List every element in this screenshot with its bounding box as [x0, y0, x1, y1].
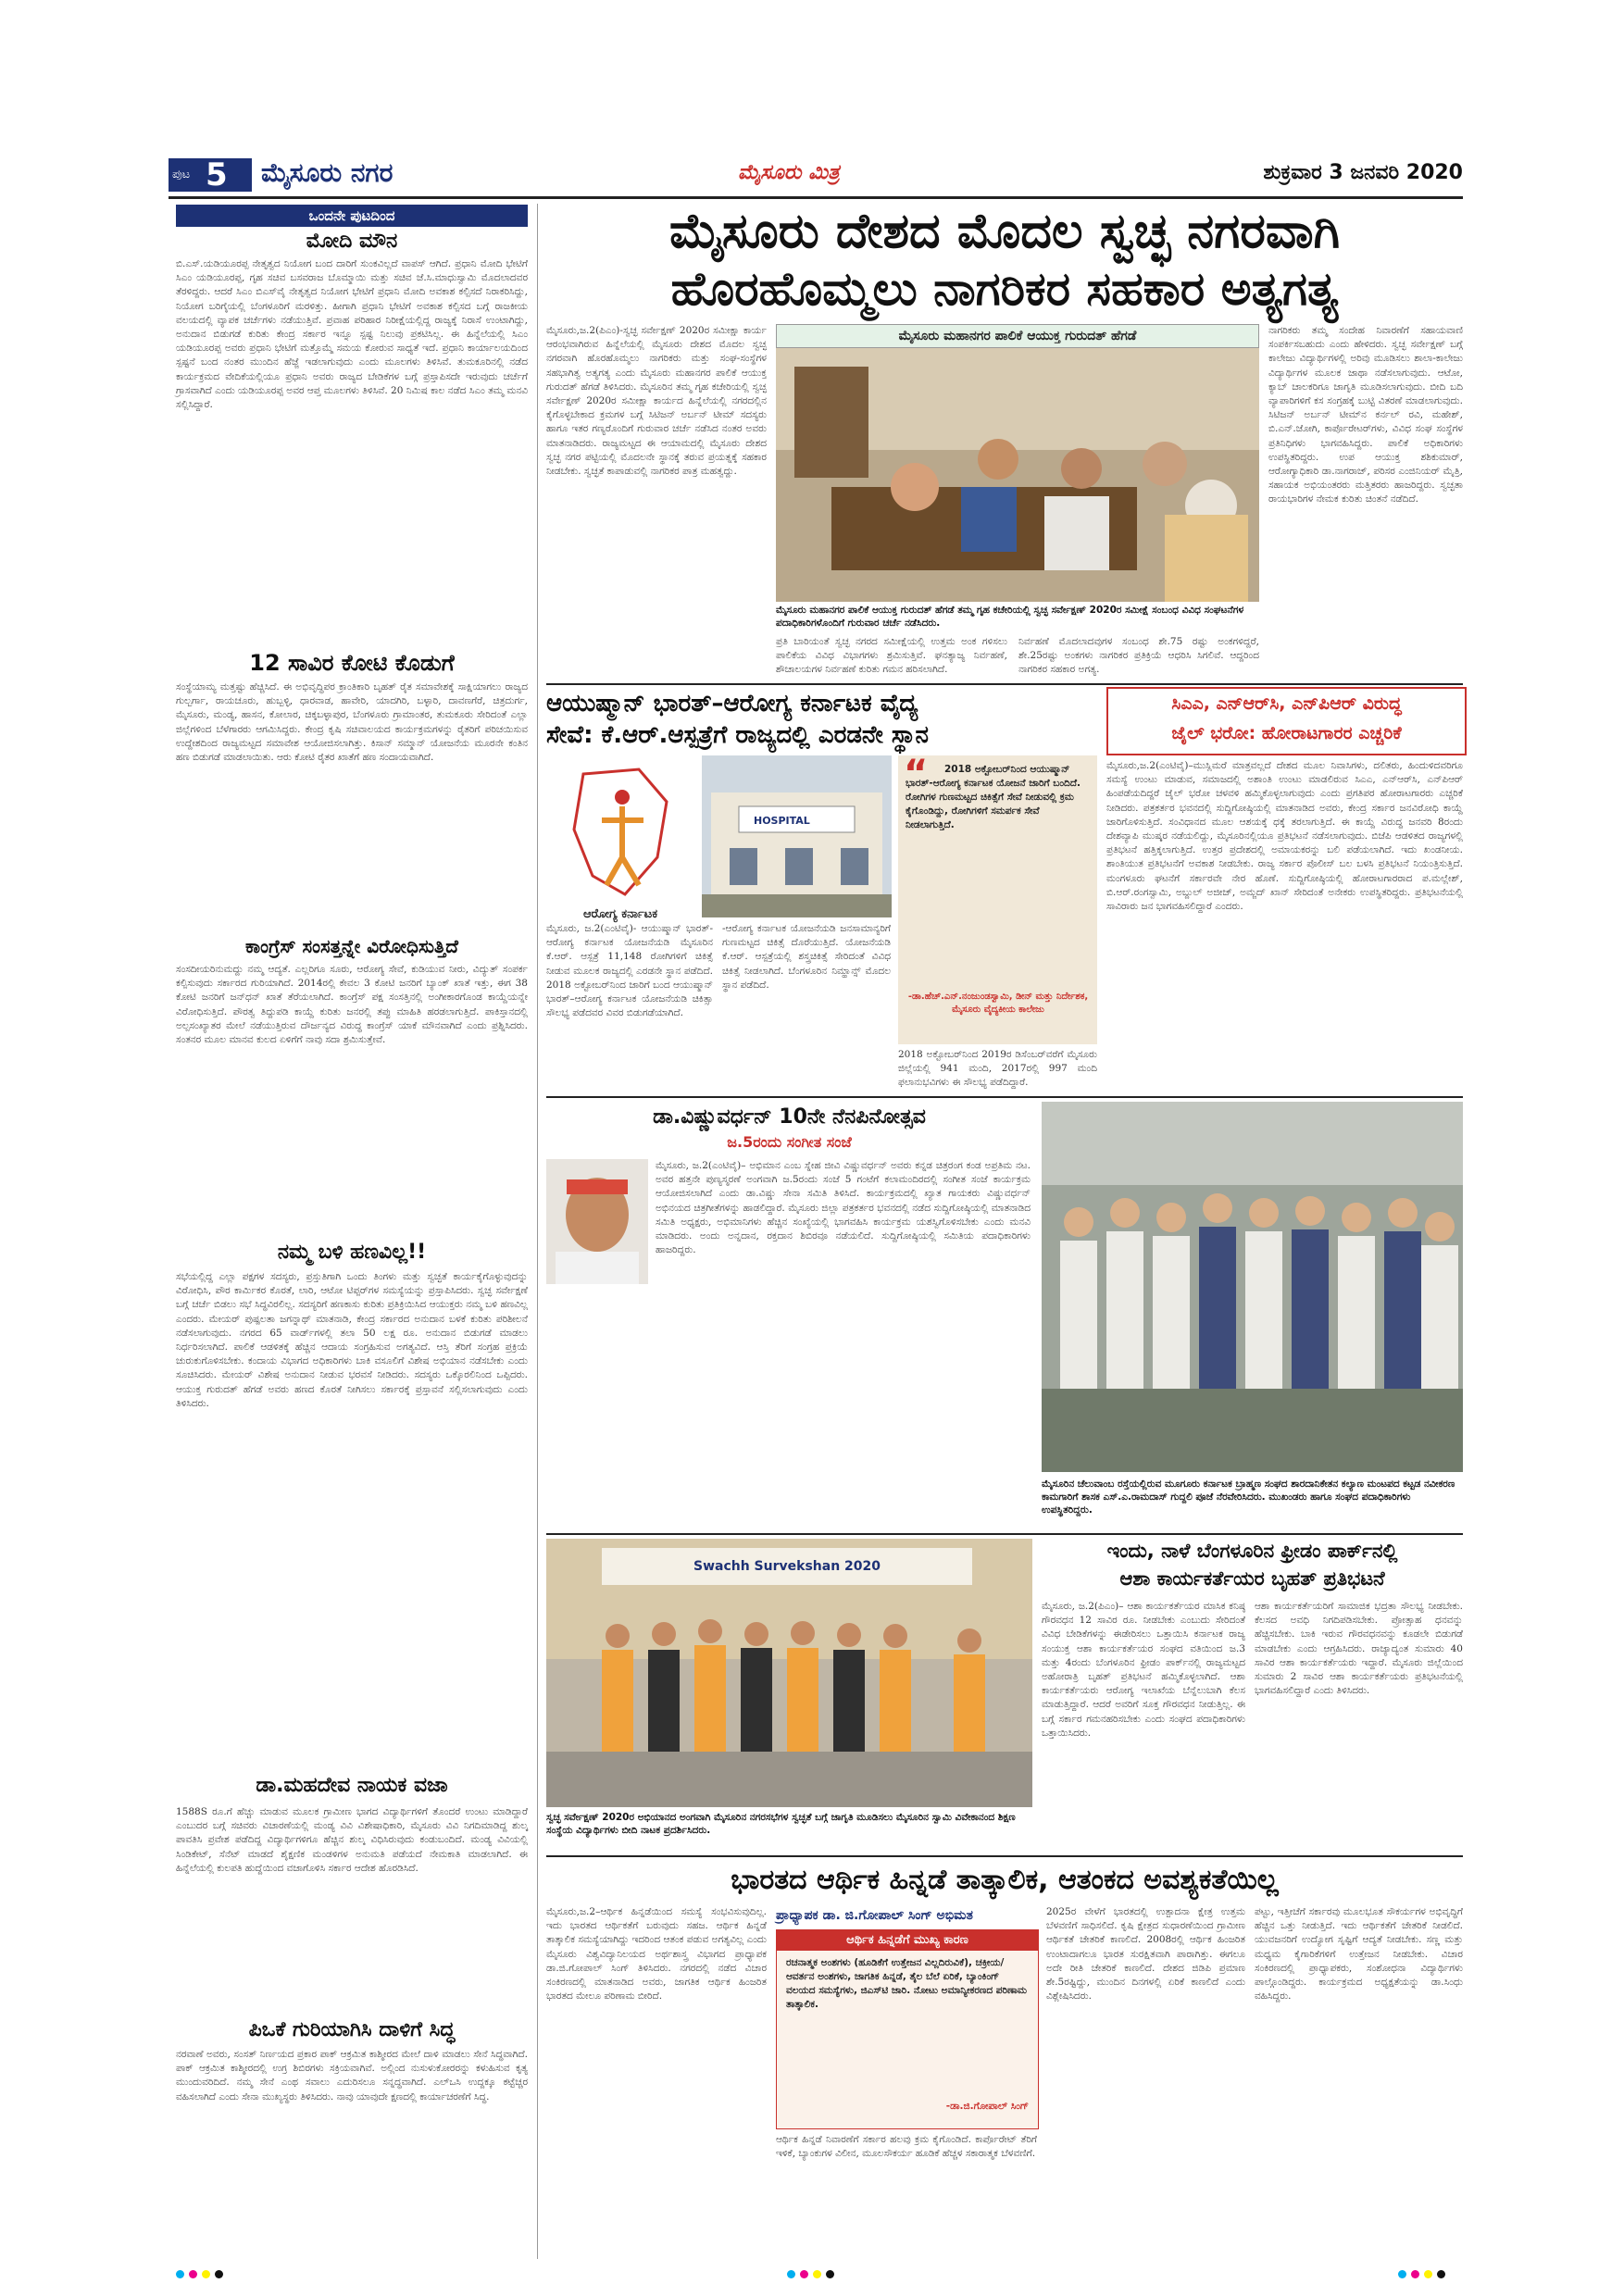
- economy-headline: ಭಾರತದ ಆರ್ಥಿಕ ಹಿನ್ನಡೆ ತಾತ್ಕಾಲಿಕ, ಆತಂಕದ ಅವಶ್ಯಕತೆಯಿಲ್ಲ: [731, 1864, 1279, 1896]
- section-title: ಮೈಸೂರು ನಗರ: [261, 157, 394, 188]
- vishnu-headline: ಡಾ.ವಿಷ್ಣುವರ್ಧನ್ 10ನೇ ನೆನಪಿನೋತ್ಸವ: [653, 1105, 926, 1129]
- economy-body-col-3: 2025ರ ವೇಳೆಗೆ ಭಾರತದಲ್ಲಿ ಉತ್ಪಾದನಾ ಕ್ಷೇತ್ರ ಉತ್ತಮ ಬೆಳವಣಿಗೆ ಸಾಧಿಸಲಿದೆ. ಕೃಷಿ ಕ್ಷೇತ್ರದ ಸುಧಾರಣೆಯಿಂದ ಗ್ರಾಮೀಣ ಆರ್ಥಿಕತೆ ಚೇತರಿಕೆ ಕಾಣಲಿದೆ. 2008ರಲ್ಲಿ ಆರ್ಥಿಕ ಹಿಂಜರಿತ ಉಂಟಾದಾಗಲೂ ಭಾರತ ಸುರಕ್ಷಿತವಾಗಿ ಪಾರಾಗಿತ್ತು. ಈಗಲೂ ಅದೇ ರೀತಿ ಚೇತರಿಕೆ ಕಾಣಲಿದೆ. ದೇಶದ ಜಿಡಿಪಿ ಪ್ರಮಾಣ ಶೇ.5ರಷ್ಟಿದ್ದು, ಮುಂದಿನ ದಿನಗಳಲ್ಲಿ ಏರಿಕೆ ಕಾಣಲಿದೆ ಎಂದು ವಿಶ್ಲೇಷಿಸಿದರು.: [1046, 1906, 1249, 2003]
- asha-headline-2: ಆಶಾ ಕಾರ್ಯಕರ್ತೆಯರ ಬೃಹತ್ ಪ್ರತಿಭಟನೆ: [1119, 1567, 1385, 1590]
- hospital-sign: HOSPITAL: [754, 815, 810, 827]
- page-label: ಪುಟ: [172, 168, 191, 181]
- left-heading-2: 12 ಸಾವಿರ ಕೋಟಿ ಕೊಡುಗೆ: [249, 650, 455, 676]
- photo-box-title-bar: [776, 324, 1259, 348]
- meeting-photo: [776, 348, 1259, 602]
- meeting-photo-art: [776, 348, 1259, 602]
- vishnu-subhead: ಜ.5ರಂದು ಸಂಗೀತ ಸಂಜೆ: [727, 1133, 852, 1151]
- ayushman-quote-text: 2018 ಅಕ್ಟೋಬರ್‌ನಿಂದ ಆಯುಷ್ಮಾನ್ ಭಾರತ್-ಆರೋಗ್ಯ ಕರ್ನಾಟಕ ಯೋಜನೆ ಜಾರಿಗೆ ಬಂದಿದೆ. ರೋಗಿಗಳ ಗುಣಮಟ್ಟದ ಚಿಕಿತ್ಸೆಗೆ ಸೇವೆ ನೀಡುವಲ್ಲಿ ಕ್ರಮ ಕೈಗೊಂಡಿದ್ದು, ರೋಗಿಗಳಿಗೆ ಸಮರ್ಪಕ ಸೇವೆ ನೀಡಲಾಗುತ್ತಿದೆ.: [906, 764, 1081, 830]
- asha-body-2: ಆಶಾ ಕಾರ್ಯಕರ್ತೆಯರಿಗೆ ಸಾಮಾಜಿಕ ಭದ್ರತಾ ಸೌಲಭ್ಯ ನೀಡಬೇಕು. ಕೆಲಸದ ಅವಧಿ ನಿಗದಿಪಡಿಸಬೇಕು. ಪ್ರೋತ್ಸಾಹ ಧನವನ್ನು ಹೆಚ್ಚಿಸಬೇಕು. ಬಾಕಿ ಇರುವ ಗೌರವಧನವನ್ನು ಕೂಡಲೇ ಬಿಡುಗಡೆ ಮಾಡಬೇಕು ಎಂದು ಆಗ್ರಹಿಸಿದರು. ರಾಜ್ಯಾದ್ಯಂತ ಸುಮಾರು 40 ಸಾವಿರ ಆಶಾ ಕಾರ್ಯಕರ್ತೆಯರು ಇದ್ದಾರೆ. ಮೈಸೂರು ಜಿಲ್ಲೆಯಿಂದ ಸುಮಾರು 2 ಸಾವಿರ ಆಶಾ ಕಾರ್ಯಕರ್ತೆಯರು ಪ್ರತಿಭಟನೆಯಲ್ಲಿ ಭಾಗವಹಿಸಲಿದ್ದಾರೆ ಎಂದು ತಿಳಿಸಿದರು.: [1255, 1601, 1467, 1697]
- arogya-logo-label: ಆರೋಗ್ಯ ಕರ್ನಾಟಕ: [582, 907, 658, 921]
- left-heading-4: ನಮ್ಮ ಬಳಿ ಹಣವಿಲ್ಲ!!: [277, 1241, 427, 1264]
- header-rule: [169, 196, 1463, 199]
- ayushman-headline-2: ಸೇವೆ: ಕೆ.ಆರ್.ಆಸ್ಪತ್ರೆಗೆ ರಾಜ್ಯದಲ್ಲಿ ಎರಡನೇ ಸ್ಥಾನ: [546, 721, 929, 749]
- arogya-karnataka-logo: [546, 755, 694, 921]
- meeting-photo-caption: ಮೈಸೂರು ಮಹಾನಗರ ಪಾಲಿಕೆ ಆಯುಕ್ತ ಗುರುದತ್ ಹೆಗಡೆ ತಮ್ಮ ಗೃಹ ಕಚೇರಿಯಲ್ಲಿ ಸ್ವಚ್ಛ ಸರ್ವೇಕ್ಷಣ್ 2020ರ ಸಮೀಕ್ಷೆ ಸಂಬಂಧ ವಿವಿಧ ಸಂಘಟನೆಗಳ ಪದಾಧಿಕಾರಿಗಳೊಂದಿಗೆ ಗುರುವಾರ ಚರ್ಚೆ ನಡೆಸಿದರು.: [776, 605, 1244, 629]
- street-play-banner: Swachh Survekshan 2020: [693, 1559, 881, 1574]
- main-headline-line-1: ಮೈಸೂರು ದೇಶದ ಮೊದಲ ಸ್ವಚ್ಛ ನಗರವಾಗಿ: [668, 204, 1341, 259]
- registration-marks-right: [1398, 2265, 1450, 2282]
- ayushman-headline-1: ಆಯುಷ್ಮಾನ್ ಭಾರತ್–ಆರೋಗ್ಯ ಕರ್ನಾಟಕ ವೈದ್ಯ: [546, 690, 918, 718]
- masthead-logo: ಮೈಸೂರು ಮಿತ್ರ: [738, 161, 840, 184]
- hospital-photo-art: [702, 755, 892, 917]
- registration-marks-center: [787, 2265, 839, 2282]
- left-body-3: ಸಂಸದೀಯರಿನುಮದ್ದು ನಮ್ಮ ಆದ್ಯತೆ. ಎಲ್ಲರಿಗೂ ಸೂರು, ಆರೋಗ್ಯ ಸೇವೆ, ಕುಡಿಯುವ ನೀರು, ವಿದ್ಯುತ್ ಸಂಪರ್ಕ ಕಲ್ಪಿಸುವುದು ಸರ್ಕಾರದ ಗುರಿಯಾಗಿದೆ. 2014ರಲ್ಲಿ ಕೇವಲ 3 ಕೋಟಿ ಜನರಿಗೆ ಬ್ಯಾಂಕ್ ಖಾತೆ ಇತ್ತು, ಈಗ 38 ಕೋಟಿ ಜನರಿಗೆ ಜನ್‌ಧನ್ ಖಾತೆ ತೆರೆಯಲಾಗಿದೆ. ಕಾಂಗ್ರೆಸ್ ಪಕ್ಷ ಸಂಸತ್ತಿನಲ್ಲಿ ಅಂಗೀಕಾರಗೊಂಡ ಕಾಯ್ದೆಯನ್ನೇ ವಿರೋಧಿಸುತ್ತಿದೆ. ಪೌರತ್ವ ತಿದ್ದುಪಡಿ ಕಾಯ್ದೆ ಕುರಿತು ಜನರಲ್ಲಿ ತಪ್ಪು ಮಾಹಿತಿ ಹರಡಲಾಗುತ್ತಿದೆ. ಪಾಕಿಸ್ತಾನದಲ್ಲಿ ಅಲ್ಪಸಂಖ್ಯಾತರ ಮೇಲೆ ನಡೆಯುತ್ತಿರುವ ದೌರ್ಜನ್ಯದ ವಿರುದ್ಧ ಕಾಂಗ್ರೆಸ್ ಯಾಕೆ ಮೌನವಾಗಿದೆ ಎಂದು ಪ್ರಶ್ನಿಸಿದರು. ಸಂತನರ ಮೂಲ ಮಾನವ ಕುಲದ ಏಳಿಗೆಗೆ ನಾವು ಸದಾ ಶ್ರಮಿಸುತ್ತೇವೆ.: [176, 964, 531, 1046]
- economy-reason-body: ರಚನಾತ್ಮಕ ಅಂಶಗಳು (ಹೂಡಿಕೆಗೆ ಉತ್ತೇಜನ ವಿಲ್ಲದಿರುವಿಕೆ), ಚಕ್ರೀಯ/ಆವರ್ತನ ಅಂಶಗಳು, ಜಾಗತಿಕ ಹಿನ್ನಡೆ, ತೈಲ ಬೆಲೆ ಏರಿಕೆ, ಬ್ಯಾಂಕಿಂಗ್ ವಲಯದ ಸಮಸ್ಯೆಗಳು, ಜಿಎಸ್‌ಟಿ ಜಾರಿ. ನೋಟು ಅಮಾನ್ಯೀಕರಣದ ಪರಿಣಾಮ ತಾತ್ಕಾಲಿಕ.: [786, 1957, 1027, 2010]
- vishnu-body: ಮೈಸೂರು, ಜ.2(ಎಂಟಿವೈ)– ಅಭಿಮಾನ ಎಂಬ ಸ್ನೇಹ ಜೀವಿ ವಿಷ್ಣುವರ್ಧನ್ ಅವರು ಕನ್ನಡ ಚಿತ್ರರಂಗ ಕಂಡ ಅಪ್ರತಿಮ ನಟ. ಅವರ ಹತ್ತನೇ ಪುಣ್ಯಸ್ಮರಣೆ ಅಂಗವಾಗಿ ಜ.5ರಂದು ಸಂಜೆ 5 ಗಂಟೆಗೆ ಕಲಾಮಂದಿರದಲ್ಲಿ ಸಂಗೀತ ಸಂಜೆ ಕಾರ್ಯಕ್ರಮ ಆಯೋಜಿಸಲಾಗಿದೆ ಎಂದು ಡಾ.ವಿಷ್ಣು ಸೇನಾ ಸಮಿತಿ ತಿಳಿಸಿದೆ. ಕಾರ್ಯಕ್ರಮದಲ್ಲಿ ಖ್ಯಾತ ಗಾಯಕರು ವಿಷ್ಣುವರ್ಧನ್ ಅಭಿನಯದ ಚಿತ್ರಗೀತೆಗಳನ್ನು ಹಾಡಲಿದ್ದಾರೆ. ಮೈಸೂರು ಜಿಲ್ಲಾ ಪತ್ರಕರ್ತರ ಭವನದಲ್ಲಿ ನಡೆದ ಸುದ್ದಿಗೋಷ್ಠಿಯಲ್ಲಿ ಮಾತನಾಡಿದ ಸಮಿತಿ ಅಧ್ಯಕ್ಷರು, ಅಭಿಮಾನಿಗಳು ಹೆಚ್ಚಿನ ಸಂಖ್ಯೆಯಲ್ಲಿ ಭಾಗವಹಿಸಿ ಕಾರ್ಯಕ್ರಮ ಯಶಸ್ವಿಗೊಳಿಸಬೇಕು ಎಂದು ಮನವಿ ಮಾಡಿದರು. ಅಂದು ಅನ್ನದಾನ, ರಕ್ತದಾನ ಶಿಬಿರವೂ ನಡೆಯಲಿದೆ. ಸುದ್ದಿಗೋಷ್ಠಿಯಲ್ಲಿ ಸಮಿತಿಯ ಪದಾಧಿಕಾರಿಗಳು ಹಾಜರಿದ್ದರು.: [656, 1160, 1034, 1256]
- registration-marks-left: [176, 2265, 228, 2282]
- caa-body: ಮೈಸೂರು,ಜ.2(ಎಂಟಿವೈ)–ಮುಸ್ಲಿಮರೆ ಮಾತ್ರವಲ್ಲದೆ ದೇಶದ ಮೂಲ ನಿವಾಸಿಗಳು, ದಲಿತರು, ಹಿಂದುಳಿದವರಿಗೂ ಸಮಸ್ಯೆ ಉಂಟು ಮಾಡುವ, ಸಮಾಜದಲ್ಲಿ ಅಶಾಂತಿ ಉಂಟು ಮಾಡಲಿರುವ ಸಿಎಎ, ಎನ್‌ಆರ್‌ಸಿ, ಎನ್‌ಪಿಆರ್ ಹಿಂಪಡೆಯದಿದ್ದರೆ ಜೈಲ್ ಭರೋ ಚಳವಳಿ ಹಮ್ಮಿಕೊಳ್ಳಲಾಗುವುದು ಎಂದು ಪ್ರಗತಿಪರ ಹೋರಾಟಗಾರರು ಎಚ್ಚರಿಕೆ ನೀಡಿದರು. ಪತ್ರಕರ್ತರ ಭವನದಲ್ಲಿ ಸುದ್ದಿಗೋಷ್ಠಿಯಲ್ಲಿ ಮಾತನಾಡಿದ ಅವರು, ಕೇಂದ್ರ ಸರ್ಕಾರ ಜನವಿರೋಧಿ ಕಾಯ್ದೆ ಜಾರಿಗೊಳಿಸುತ್ತಿದೆ. ಸಂವಿಧಾನದ ಮೂಲ ಆಶಯಕ್ಕೆ ಧಕ್ಕೆ ತರಲಾಗುತ್ತಿದೆ. ಈ ಕಾಯ್ದೆ ವಿರುದ್ಧ ಜನವರಿ 8ರಂದು ದೇಶವ್ಯಾಪಿ ಮುಷ್ಕರ ನಡೆಯಲಿದ್ದು, ಮೈಸೂರಿನಲ್ಲಿಯೂ ಪ್ರತಿಭಟನೆ ನಡೆಸಲಾಗುವುದು. ಬಿಜೆಪಿ ಆಡಳಿತದ ರಾಜ್ಯಗಳಲ್ಲಿ ಪ್ರತಿಭಟನೆ ಹತ್ತಿಕ್ಕಲಾಗುತ್ತಿದೆ. ಉತ್ತರ ಪ್ರದೇಶದಲ್ಲಿ ಅಮಾಯಕರನ್ನು ಬಲಿ ಪಡೆಯಲಾಗಿದೆ. ಇದು ಖಂಡನೀಯ. ಶಾಂತಿಯುತ ಪ್ರತಿಭಟನೆಗೆ ಅವಕಾಶ ನೀಡಬೇಕು. ರಾಜ್ಯ ಸರ್ಕಾರ ಪೊಲೀಸ್ ಬಲ ಬಳಸಿ ಪ್ರತಿಭಟನೆ ನಿಯಂತ್ರಿಸುತ್ತಿದೆ. ಮಂಗಳೂರು ಘಟನೆಗೆ ಸರ್ಕಾರವೇ ನೇರ ಹೊಣೆ. ಸುದ್ದಿಗೋಷ್ಠಿಯಲ್ಲಿ ಹೋರಾಟಗಾರರಾದ ಪ.ಮಲ್ಲೇಶ್, ಬಿ.ಆರ್.ರಂಗಸ್ವಾಮಿ, ಅಬ್ದುಲ್ ಅಜೀಜ್, ಅಮ್ಜದ್ ಖಾನ್ ಸೇರಿದಂತೆ ಅನೇಕರು ಉಪಸ್ಥಿತರಿದ್ದರು. ಪ್ರತಿಭಟನೆಯಲ್ಲಿ ಸಾವಿರಾರು ಜನ ಭಾಗವಹಿಸಲಿದ್ದಾರೆ ಎಂದರು.: [1106, 760, 1467, 913]
- ayushman-body-2: -ಆರೋಗ್ಯ ಕರ್ನಾಟಕ ಯೋಜನೆಯಡಿ ಜನಸಾಮಾನ್ಯರಿಗೆ ಗುಣಮಟ್ಟದ ಚಿಕಿತ್ಸೆ ದೊರೆಯುತ್ತಿದೆ. ಯೋಜನೆಯಡಿ ಕೆ.ಆರ್. ಆಸ್ಪತ್ರೆಯಲ್ಲಿ ಶಸ್ತ್ರಚಿಕಿತ್ಸೆ ಸೇರಿದಂತೆ ವಿವಿಧ ಚಿಕಿತ್ಸೆ ನೀಡಲಾಗಿದೆ. ಬೆಂಗಳೂರಿನ ನಿಮ್ಹಾನ್ಸ್ ಮೊದಲ ಸ್ಥಾನ ಪಡೆದಿದೆ.: [722, 923, 894, 991]
- economy-reason-attribution: -ಡಾ.ಜಿ.ಗೋಪಾಲ್ ಸಿಂಗ್: [945, 2101, 1029, 2112]
- asha-headline-1: ಇಂದು, ನಾಳೆ ಬೆಂಗಳೂರಿನ ಫ್ರೀಡಂ ಪಾರ್ಕ್‌ನಲ್ಲಿ: [1106, 1540, 1398, 1562]
- column-divider-left: [537, 204, 538, 2259]
- caa-headline-1: ಸಿಎಎ, ಎನ್‌ಆರ್‌ಸಿ, ಎನ್‌ಪಿಆರ್ ವಿರುದ್ಧ: [1171, 693, 1402, 714]
- economy-body-col-4: ಪಟ್ಟು, ಇತ್ತೀಚೆಗೆ ಸರ್ಕಾರವು ಮೂಲಭೂತ ಸೌಕರ್ಯಗಳ ಅಭಿವೃದ್ಧಿಗೆ ಹೆಚ್ಚಿನ ಒತ್ತು ನೀಡುತ್ತಿದೆ. ಇದು ಆರ್ಥಿಕತೆಗೆ ಚೇತರಿಕೆ ನೀಡಲಿದೆ. ಯುವಜನರಿಗೆ ಉದ್ಯೋಗ ಸೃಷ್ಟಿಗೆ ಆದ್ಯತೆ ನೀಡಬೇಕು. ಸಣ್ಣ ಮತ್ತು ಮಧ್ಯಮ ಕೈಗಾರಿಕೆಗಳಿಗೆ ಉತ್ತೇಜನ ನೀಡಬೇಕು. ವಿಚಾರ ಸಂಕಿರಣದಲ್ಲಿ ಪ್ರಾಧ್ಯಾಪಕರು, ಸಂಶೋಧನಾ ವಿದ್ಯಾರ್ಥಿಗಳು ಪಾಲ್ಗೊಂಡಿದ್ದರು. ಕಾರ್ಯಕ್ರಮದ ಅಧ್ಯಕ್ಷತೆಯನ್ನು ಡಾ.ಸಿಂಧು ವಹಿಸಿದ್ದರು.: [1255, 1906, 1467, 2003]
- economy-subhead: ಪ್ರಾಧ್ಯಾಪಕ ಡಾ. ಜಿ.ಗೋಪಾಲ್ ಸಿಂಗ್ ಅಭಿಮತ: [776, 1908, 973, 1923]
- caa-headline-2: ಜೈಲ್ ಭರೋ: ಹೋರಾಟಗಾರರ ಎಚ್ಚರಿಕೆ: [1171, 723, 1402, 743]
- main-body-mid-a: ಪ್ರತಿ ಬಾರಿಯಂತೆ ಸ್ವಚ್ಛ ನಗರದ ಸಮೀಕ್ಷೆಯಲ್ಲಿ ಉತ್ತಮ ಅಂಕ ಗಳಿಸಲು ಪಾಲಿಕೆಯ ವಿವಿಧ ವಿಭಾಗಗಳು ಶ್ರಮಿಸುತ್ತಿವೆ. ಘನತ್ಯಾಜ್ಯ ನಿರ್ವಹಣೆ, ಶೌಚಾಲಯಗಳ ನಿರ್ವಹಣೆ ಕುರಿತು ಗಮನ ಹರಿಸಲಾಗಿದೆ.: [776, 636, 1011, 676]
- continued-banner: [176, 205, 528, 227]
- mid-rule-2: [546, 1533, 1463, 1535]
- left-body-4: ಸಭೆಯಲ್ಲಿದ್ದ ಎಲ್ಲಾ ಪಕ್ಷಗಳ ಸದಸ್ಯರು, ಪ್ರಸ್ತುತಿಗಾಗಿ ಒಂದು ತಿಂಗಳು ಮತ್ತು ಸ್ವಚ್ಛತೆ ಕಾರ್ಯಕೈಗೊಳ್ಳುವುದನ್ನು ವಿರೋಧಿಸಿ, ಪೌರ ಕಾರ್ಮಿಕರ ಕೊರತೆ, ಲಾರಿ, ಆಟೋ ಟಿಪ್ಪರ್‌ಗಳ ಸಮಸ್ಯೆಯನ್ನು ಪ್ರಸ್ತಾಪಿಸಿದರು. ಸ್ವಚ್ಛ ಸರ್ವೇಕ್ಷಣೆ ಬಗ್ಗೆ ಚರ್ಚೆ ಬಿಡಲು ಸಭೆ ಸಿದ್ಧವಿರಲಿಲ್ಲ. ಸದಸ್ಯರಿಗೆ ಹಣಕಾಸು ಕುರಿತು ಪ್ರತಿಕ್ರಿಯಿಸಿದ ಆಯುಕ್ತರು ನಮ್ಮ ಬಳಿ ಹಣವಿಲ್ಲ ಎಂದರು. ಮೇಯರ್ ಪುಷ್ಪಲತಾ ಜಗನ್ನಾಥ್ ಮಾತನಾಡಿ, ಕೇಂದ್ರ ಸರ್ಕಾರದ ಅನುದಾನ ಬಳಕೆ ಕುರಿತು ಪರಿಶೀಲನೆ ನಡೆಸಲಾಗುವುದು. ನಗರದ 65 ವಾರ್ಡ್‌ಗಳಲ್ಲಿ ತಲಾ 50 ಲಕ್ಷ ರೂ. ಅನುದಾನ ಬಿಡುಗಡೆ ಮಾಡಲು ನಿರ್ಧರಿಸಲಾಗಿದೆ. ಪಾಲಿಕೆ ಆಡಳಿತಕ್ಕೆ ಹೆಚ್ಚಿನ ಆದಾಯ ಸಂಗ್ರಹಿಸುವ ಅಗತ್ಯವಿದೆ. ಆಸ್ತಿ ತೆರಿಗೆ ಸಂಗ್ರಹ ಪ್ರಕ್ರಿಯೆ ಚುರುಕುಗೊಳಿಸಬೇಕು. ಕಂದಾಯ ವಿಭಾಗದ ಅಧಿಕಾರಿಗಳು ಬಾಕಿ ವಸೂಲಿಗೆ ವಿಶೇಷ ಅಭಿಯಾನ ನಡೆಸಬೇಕು ಎಂದು ಸೂಚಿಸಿದರು. ಮೇಯರ್ ವಿಶೇಷ ಅನುದಾನ ನೀಡುವ ಭರವಸೆ ನೀಡಿದರು. ಸದಸ್ಯರು ಒಕ್ಕೊರಲಿನಿಂದ ಒಪ್ಪಿದರು. ಆಯುಕ್ತ ಗುರುದತ್ ಹೆಗಡೆ ಅವರು ಹಣದ ಕೊರತೆ ನೀಗಿಸಲು ಸರ್ಕಾರಕ್ಕೆ ಪ್ರಸ್ತಾವನೆ ಸಲ್ಲಿಸಲಾಗುವುದು ಎಂದು ತಿಳಿಸಿದರು.: [176, 1271, 531, 1409]
- economy-body-col-2b: ಆರ್ಥಿಕ ಹಿನ್ನಡೆ ನಿವಾರಣೆಗೆ ಸರ್ಕಾರ ಹಲವು ಕ್ರಮ ಕೈಗೊಂಡಿದೆ. ಕಾರ್ಪೊರೇಟ್ ತೆರಿಗೆ ಇಳಿಕೆ, ಬ್ಯಾಂಕುಗಳ ವಿಲೀನ, ಮೂಲಸೌಕರ್ಯ ಹೂಡಿಕೆ ಹೆಚ್ಚಳ ಸಕಾರಾತ್ಮಕ ಬೆಳವಣಿಗೆ.: [776, 2134, 1041, 2160]
- left-heading-6: ಪಿಒಕೆ ಗುರಿಯಾಗಿಸಿ ದಾಳಿಗೆ ಸಿದ್ಧ: [248, 2018, 456, 2041]
- main-body-mid-b: ನಿರ್ವಹಣೆ ಮೊದಲಾದವುಗಳ ಸಂಬಂಧ ಶೇ.75 ರಷ್ಟು ಅಂಕಗಳಿದ್ದರೆ, ಶೇ.25ರಷ್ಟು ಅಂಕಗಳು ನಾಗರಿಕರ ಪ್ರತಿಕ್ರಿಯೆ ಆಧರಿಸಿ ಸಿಗಲಿವೆ. ಆದ್ದರಿಂದ ನಾಗರಿಕರ ಸಹಕಾರ ಅಗತ್ಯ.: [1018, 636, 1263, 676]
- caa-headline-box: [1106, 687, 1467, 755]
- left-body-6: ನರವಾಣೆ ಅವರು, ಸಂಸತ್ ನಿರ್ಣಯದ ಪ್ರಕಾರ ಪಾಕ್ ಆಕ್ರಮಿತ ಕಾಶ್ಮೀರದ ಮೇಲೆ ದಾಳಿ ಮಾಡಲು ಸೇನೆ ಸಿದ್ಧವಾಗಿದೆ. ಪಾಕ್ ಆಕ್ರಮಿತ ಕಾಶ್ಮೀರದಲ್ಲಿ ಉಗ್ರ ಶಿಬಿರಗಳು ಸಕ್ರಿಯವಾಗಿವೆ. ಅಲ್ಲಿಂದ ನುಸುಳುಕೋರರನ್ನು ಕಳುಹಿಸುವ ಕೃತ್ಯ ಮುಂದುವರಿದಿದೆ. ನಮ್ಮ ಸೇನೆ ಎಂಥ ಸವಾಲು ಎದುರಿಸಲೂ ಸನ್ನದ್ಧವಾಗಿದೆ. ಎಲ್‌ಒಸಿ ಉದ್ದಕ್ಕೂ ಕಟ್ಟೆಚ್ಚರ ವಹಿಸಲಾಗಿದೆ ಎಂದು ಸೇನಾ ಮುಖ್ಯಸ್ಥರು ತಿಳಿಸಿದರು. ನಾವು ಯಾವುದೇ ಕ್ಷಣದಲ್ಲಿ ಕಾರ್ಯಾಚರಣೆಗೆ ಸಿದ್ಧ.: [176, 2049, 531, 2103]
- street-play-photo: [546, 1539, 1032, 1807]
- group-photo-art: [1042, 1102, 1463, 1472]
- economy-reason-title: ಆರ್ಥಿಕ ಹಿನ್ನಡೆಗೆ ಮುಖ್ಯ ಕಾರಣ: [777, 1930, 1038, 1951]
- issue-date: ಶುಕ್ರವಾರ 3 ಜನವರಿ 2020: [1263, 161, 1463, 184]
- ayushman-quote-box: [898, 755, 1097, 1044]
- ayushman-body-1: ಮೈಸೂರು, ಜ.2(ಎಂಟಿವೈ)- ಆಯುಷ್ಮಾನ್ ಭಾರತ್-ಆರೋಗ್ಯ ಕರ್ನಾಟಕ ಯೋಜನೆಯಡಿ ಮೈಸೂರಿನ ಕೆ.ಆರ್. ಆಸ್ಪತ್ರೆ 11,148 ರೋಗಿಗಳಿಗೆ ಚಿಕಿತ್ಸೆ ನೀಡುವ ಮೂಲಕ ರಾಜ್ಯದಲ್ಲಿ ಎರಡನೇ ಸ್ಥಾನ ಪಡೆದಿದೆ. 2018 ಅಕ್ಟೋಬರ್‌ನಿಂದ ಜಾರಿಗೆ ಬಂದ ಆಯುಷ್ಮಾನ್ ಭಾರತ್–ಆರೋಗ್ಯ ಕರ್ನಾಟಕ ಯೋಜನೆಯಡಿ ಚಿಕಿತ್ಸಾ ಸೌಲಭ್ಯ ಪಡೆದವರ ವಿವರ ಬಿಡುಗಡೆಯಾಗಿದೆ.: [546, 923, 717, 1019]
- vishnu-portrait-art: [546, 1159, 648, 1284]
- main-article-rule: [546, 683, 1463, 685]
- mid-rule-3: [546, 1855, 1463, 1857]
- page-number: 5: [206, 156, 228, 193]
- street-play-caption: ಸ್ವಚ್ಛ ಸರ್ವೇಕ್ಷಣ್ 2020ರ ಅಭಿಯಾನದ ಅಂಗವಾಗಿ ಮೈಸೂರಿನ ನಗರಸಭೆಗಳ ಸ್ವಚ್ಛತೆ ಬಗ್ಗೆ ಜಾಗೃತಿ ಮೂಡಿಸಲು ಮೈಸೂರಿನ ಸ್ವಾಮಿ ವಿವೇಕಾನಂದ ಶಿಕ್ಷಣ ಸಂಸ್ಥೆಯ ವಿದ್ಯಾರ್ಥಿಗಳು ಬೀದಿ ನಾಟಕ ಪ್ರದರ್ಶಿಸಿದರು.: [546, 1812, 1016, 1836]
- header-bar: [169, 156, 1463, 194]
- group-photo-caption: ಮೈಸೂರಿನ ಚೆಲುವಾಂಬ ರಸ್ತೆಯಲ್ಲಿರುವ ಮೂಗೂರು ಕರ್ನಾಟಕ ಬ್ರಾಹ್ಮಣ ಸಂಘದ ಶಾರದಾನಿಕೇತನ ಕಲ್ಯಾಣ ಮಂಟಪದ ಕಟ್ಟಡ ನವೀಕರಣ ಕಾಮಗಾರಿಗೆ ಶಾಸಕ ಎಸ್.ಎ.ರಾಮದಾಸ್ ಗುದ್ದಲಿ ಪೂಜೆ ನೆರವೇರಿಸಿದರು. ಮುಖಂಡರು ಹಾಗೂ ಸಂಘದ ಪದಾಧಿಕಾರಿಗಳು ಉಪಸ್ಥಿತರಿದ್ದರು.: [1042, 1479, 1455, 1516]
- left-body-2: ಸಂಸ್ಥೆಯಾಮ್ಯ ಮತ್ತಷ್ಟು ಹೆಚ್ಚಿಸಿದೆ. ಈ ಅಭಿವೃದ್ಧಿಪರ ಕ್ರಾಂತಿಕಾರಿ ಬೃಹತ್ ರೈತ ಸಮಾವೇಶಕ್ಕೆ ಸಾಕ್ಷಿಯಾಗಲು ರಾಜ್ಯದ ಗುಲ್ಬರ್ಗಾ, ರಾಯಚೂರು, ಹುಬ್ಬಳ್ಳಿ, ಧಾರವಾಡ, ಹಾವೇರಿ, ಯಾದಗಿರಿ, ಬಳ್ಳಾರಿ, ದಾವಣಗೆರೆ, ಚಿತ್ರದುರ್ಗ, ಮೈಸೂರು, ಮಂಡ್ಯ, ಹಾಸನ, ಕೋಲಾರ, ಚಿಕ್ಕಬಳ್ಳಾಪುರ, ಬೆಂಗಳೂರು ಗ್ರಾಮಾಂತರ, ತುಮಕೂರು ಸೇರಿದಂತೆ ಎಲ್ಲಾ ಜಿಲ್ಲೆಗಳಿಂದ ಬೆಳೆಗಾರರು ಆಗಮಿಸಿದ್ದರು. ಕೇಂದ್ರ ಕೃಷಿ ಸಚಿವಾಲಯದ ಕಾರ್ಯಕ್ರಮಗಳನ್ನು ರೈತರಿಗೆ ಪರಿಚಯಿಸುವ ಉದ್ದೇಶದಿಂದ ರಾಜ್ಯಮಟ್ಟದ ಸಮಾವೇಶ ಆಯೋಜಿಸಲಾಗಿತ್ತು. ಕಿಸಾನ್ ಸಮ್ಮಾನ್ ಯೋಜನೆಯ ಮೂರನೇ ಕಂತಿನ ಹಣ ಬಿಡುಗಡೆ ಮಾಡಲಾಯಿತು. ಆರು ಕೋಟಿ ರೈತರ ಖಾತೆಗೆ ಹಣ ಸಂದಾಯವಾಗಿದೆ.: [176, 681, 531, 764]
- main-body-col-4: ನಾಗರಿಕರು ತಮ್ಮ ಸಂದೇಹ ನಿವಾರಣೆಗೆ ಸಹಾಯವಾಣಿ ಸಂಪರ್ಕಿಸಬಹುದು ಎಂದು ಹೇಳಿದರು. ಸ್ವಚ್ಛ ಸರ್ವೇಕ್ಷಣ್ ಬಗ್ಗೆ ಕಾಲೇಜು ವಿದ್ಯಾರ್ಥಿಗಳಲ್ಲಿ ಅರಿವು ಮೂಡಿಸಲು ಶಾಲಾ-ಕಾಲೇಜು ವಿದ್ಯಾರ್ಥಿಗಳ ಮೂಲಕ ಜಾಥಾ ನಡೆಸಲಾಗುವುದು. ಆಟೋ, ಕ್ಯಾಬ್ ಚಾಲಕರಿಗೂ ಜಾಗೃತಿ ಮೂಡಿಸಲಾಗುವುದು. ಬೀದಿ ಬದಿ ವ್ಯಾಪಾರಿಗಳಿಗೆ ಕಸ ಸಂಗ್ರಹಕ್ಕೆ ಬುಟ್ಟಿ ವಿತರಣೆ ಮಾಡಲಾಗುವುದು. ಸಿಟಿಜನ್ ಅರ್ಬನ್ ಟೀಮ್‌ನ ಕರ್ನಲ್ ರವಿ, ಮಹೇಶ್, ಬಿ.ಎನ್.ಜೋಗಿ, ಕಾರ್ಪೊರೇಟರ್‌ಗಳು, ವಿವಿಧ ಸಂಘ ಸಂಸ್ಥೆಗಳ ಪ್ರತಿನಿಧಿಗಳು ಭಾಗವಹಿಸಿದ್ದರು. ಪಾಲಿಕೆ ಅಧಿಕಾರಿಗಳು ಉಪಸ್ಥಿತರಿದ್ದರು. ಉಪ ಆಯುಕ್ತ ಶಶಿಕುಮಾರ್, ಆರೋಗ್ಯಾಧಿಕಾರಿ ಡಾ.ನಾಗರಾಜ್, ಪರಿಸರ ಎಂಜಿನಿಯರ್ ಮೈತ್ರಿ, ಸಹಾಯಕ ಅಭಿಯಂತರರು ಮತ್ತಿತರರು ಹಾಜರಿದ್ದರು. ಸ್ವಚ್ಛತಾ ರಾಯಭಾರಿಗಳ ನೇಮಕ ಕುರಿತು ಚಿಂತನೆ ನಡೆದಿದೆ.: [1268, 325, 1467, 505]
- left-heading-1: ಮೋದಿ ಮೌನ: [306, 230, 398, 253]
- left-body-5: 1588S ರೂ.ಗೆ ಹೆಚ್ಚು ಮಾಡುವ ಮೂಲಕ ಗ್ರಾಮೀಣ ಭಾಗದ ವಿದ್ಯಾರ್ಥಿಗಳಿಗೆ ತೊಂದರೆ ಉಂಟು ಮಾಡಿದ್ದಾರೆ ಎಂಬುದರ ಬಗ್ಗೆ ಸಚಿವರು ವಿಚಾರಣೆಯಲ್ಲಿ ಮಂಡ್ಯ ವಿವಿ ವಿಶೇಷಾಧಿಕಾರಿ, ಮೈಸೂರು ವಿವಿ ನಿಗದಿಮಾಡಿದ್ದ ಶುಲ್ಕ ಪಾವತಿಸಿ ಪ್ರವೇಶ ಪಡೆದಿದ್ದ ವಿದ್ಯಾರ್ಥಿಗಳಿಗೂ ಹೆಚ್ಚಿನ ಶುಲ್ಕ ವಿಧಿಸಿರುವುದು ಕಂಡುಬಂದಿದೆ. ಮಂಡ್ಯ ವಿವಿಯಲ್ಲಿ ಸಿಂಡಿಕೇಟ್, ಸೆನೆಟ್ ಮಾಡದೆ ಶೈಕ್ಷಣಿಕ ಮಂಡಳಿಗಳ ಅನುಮತಿ ಪಡೆಯದೆ ನೇಮಕಾತಿ ಮಾಡಲಾಗಿದೆ. ಈ ಹಿನ್ನೆಲೆಯಲ್ಲಿ ಕುಲಪತಿ ಹುದ್ದೆಯಿಂದ ವಜಾಗೊಳಿಸಿ ಸರ್ಕಾರ ಆದೇಶ ಹೊರಡಿಸಿದೆ.: [176, 1806, 531, 1874]
- ayushman-body-3: 2018 ಅಕ್ಟೋಬರ್‌ನಿಂದ 2019ರ ಡಿಸೆಂಬರ್‌ವರೆಗೆ ಮೈಸೂರು ಜಿಲ್ಲೆಯಲ್ಲಿ 941 ಮಂದಿ, 2017ರಲ್ಲಿ 997 ಮಂದಿ ಫಲಾನುಭವಿಗಳು ಈ ಸೌಲಭ್ಯ ಪಡೆದಿದ್ದಾರೆ.: [898, 1049, 1101, 1089]
- economy-body-col-1: ಮೈಸೂರು,ಜ.2–ಆರ್ಥಿಕ ಹಿನ್ನಡೆಯಿಂದ ಸಮಸ್ಯೆ ಸಂಭವಿಸುವುದಿಲ್ಲ. ಇದು ಭಾರತದ ಆರ್ಥಿಕತೆಗೆ ಬರುವುದು ಸಹಜ. ಆರ್ಥಿಕ ಹಿನ್ನಡೆ ತಾತ್ಕಾಲಿಕ ಸಮಸ್ಯೆಯಾಗಿದ್ದು ಇದರಿಂದ ಆತಂಕ ಪಡುವ ಅಗತ್ಯವಿಲ್ಲ ಎಂದು ಮೈಸೂರು ವಿಶ್ವವಿದ್ಯಾನಿಲಯದ ಅರ್ಥಶಾಸ್ತ್ರ ವಿಭಾಗದ ಪ್ರಾಧ್ಯಾಪಕ ಡಾ.ಜಿ.ಗೋಪಾಲ್ ಸಿಂಗ್ ತಿಳಿಸಿದರು. ನಗರದಲ್ಲಿ ನಡೆದ ವಿಚಾರ ಸಂಕಿರಣದಲ್ಲಿ ಮಾತನಾಡಿದ ಅವರು, ಜಾಗತಿಕ ಆರ್ಥಿಕ ಹಿಂಜರಿತ ಭಾರತದ ಮೇಲೂ ಪರಿಣಾಮ ಬೀರಿದೆ.: [546, 1906, 770, 2003]
- page-number-badge: [169, 158, 252, 192]
- vishnu-portrait: [546, 1159, 648, 1284]
- photo-box-title: ಮೈಸೂರು ಮಹಾನಗರ ಪಾಲಿಕೆ ಆಯುಕ್ತ ಗುರುದತ್ ಹೆಗಡೆ: [898, 329, 1137, 343]
- main-body-col-1: ಮೈಸೂರು,ಜ.2(ಪಿಎಂ)-ಸ್ವಚ್ಛ ಸರ್ವೇಕ್ಷಣ್ 2020ರ ಸಮೀಕ್ಷಾ ಕಾರ್ಯ ಆರಂಭವಾಗಿರುವ ಹಿನ್ನೆಲೆಯಲ್ಲಿ ಮೈಸೂರು ದೇಶದ ಮೊದಲ ಸ್ವಚ್ಛ ನಗರವಾಗಿ ಹೊರಹೊಮ್ಮಲು ನಾಗರಿಕರು ಮತ್ತು ಸಂಘ-ಸಂಸ್ಥೆಗಳ ಸಹಭಾಗಿತ್ವ ಅತ್ಯಗತ್ಯ ಎಂದು ಮೈಸೂರು ಮಹಾನಗರ ಪಾಲಿಕೆ ಆಯುಕ್ತ ಗುರುದತ್ ಹೆಗಡೆ ತಿಳಿಸಿದರು. ಮೈಸೂರಿನ ತಮ್ಮ ಗೃಹ ಕಚೇರಿಯಲ್ಲಿ ಸ್ವಚ್ಛ ಸರ್ವೇಕ್ಷಣ್ 2020ರ ಸಮೀಕ್ಷಾ ಕಾರ್ಯದ ಹಿನ್ನೆಲೆಯಲ್ಲಿ ನಗರದಲ್ಲಿನ ಕೈಗೊಳ್ಳಬೇಕಾದ ಕ್ರಮಗಳ ಬಗ್ಗೆ ಸಿಟಿಜನ್ ಅರ್ಬನ್ ಟೀಮ್ ಸದಸ್ಯರು ಹಾಗೂ ಇತರ ಗಣ್ಯರೊಂದಿಗೆ ಗುರುವಾರ ಚರ್ಚೆ ನಡೆಸಿದ ನಂತರ ಅವರು ಮಾತನಾಡಿದರು. ರಾಜ್ಯಮಟ್ಟದ ಈ ಆಯಾಮದಲ್ಲಿ ಮೈಸೂರು ದೇಶದ ಸ್ವಚ್ಛ ನಗರ ಪಟ್ಟಿಯಲ್ಲಿ ಮೊದಲನೇ ಸ್ಥಾನಕ್ಕೆ ತರುವ ಪ್ರಯತ್ನಕ್ಕೆ ಸಹಕಾರ ನೀಡಬೇಕು. ಸ್ವಚ್ಛತೆ ಕಾಪಾಡುವಲ್ಲಿ ನಾಗರಿಕರ ಪಾತ್ರ ಮಹತ್ವದ್ದು.: [546, 325, 770, 478]
- mid-rule-1: [546, 1096, 1463, 1098]
- group-photo: [1042, 1102, 1463, 1472]
- continued-label: ಒಂದನೇ ಪುಟದಿಂದ: [308, 207, 395, 224]
- hospital-photo: [702, 755, 892, 917]
- left-heading-5: ಡಾ.ಮಹದೇವ ನಾಯಕ ವಜಾ: [256, 1774, 448, 1797]
- arogya-map-icon: [546, 755, 694, 904]
- economy-reason-box: [776, 1929, 1039, 2129]
- left-body-1: ಬಿ.ಎಸ್.ಯಡಿಯೂರಪ್ಪ ನೇತೃತ್ವದ ನಿಯೋಗ ಬಂದ ದಾರಿಗೆ ಸುಂಕವಿಲ್ಲದೆ ವಾಪಸ್ ಆಗಿದೆ. ಪ್ರಧಾನಿ ಮೋದಿ ಭೇಟಿಗೆ ಸಿಎಂ ಯಡಿಯೂರಪ್ಪ, ಗೃಹ ಸಚಿವ ಬಸವರಾಜ ಬೊಮ್ಮಾಯಿ ಮತ್ತು ಸಚಿವ ಜೆ.ಸಿ.ಮಾಧುಸ್ವಾಮಿ ಮೊದಲಾದವರ ತೆರಳಿದ್ದರು. ಆದರೆ ಸಿಎಂ ಬಿಎಸ್‌ವೈ ನೇತೃತ್ವದ ನಿಯೋಗ ಭೇಟಿಗೆ ಪ್ರಧಾನಿ ಮೋದಿ ಅವಕಾಶ ಕಲ್ಪಿಸದೆ ನಿರಾಕರಿಸಿದ್ದು, ನಿಯೋಗ ಬರಿಗೈಯಲ್ಲಿ ಬೆಂಗಳೂರಿಗೆ ಮರಳಿತ್ತು. ಹೀಗಾಗಿ ಪ್ರಧಾನಿ ಭೇಟಿಗೆ ಅವಕಾಶ ಕಲ್ಪಿಸದ ಬಗ್ಗೆ ರಾಜಕೀಯ ವಲಯದಲ್ಲಿ ವ್ಯಾಪಕ ಚರ್ಚೆಗಳು ನಡೆಯುತ್ತಿವೆ. ಪ್ರವಾಹ ಪರಿಹಾರ ನಿರೀಕ್ಷೆಯಲ್ಲಿದ್ದ ರಾಜ್ಯಕ್ಕೆ ನಿರಾಸೆ ಉಂಟಾಗಿದ್ದು, ಅನುದಾನ ಬಿಡುಗಡೆ ಕುರಿತು ಕೇಂದ್ರ ಸರ್ಕಾರ ಇನ್ನೂ ಸ್ಪಷ್ಟ ನಿಲುವು ಪ್ರಕಟಿಸಿಲ್ಲ. ಈ ಹಿನ್ನೆಲೆಯಲ್ಲಿ ಸಿಎಂ ಯಡಿಯೂರಪ್ಪ ಅವರು ಪ್ರಧಾನಿ ಭೇಟಿಗೆ ಮತ್ತೊಮ್ಮೆ ಸಮಯ ಕೋರುವ ಸಾಧ್ಯತೆ ಇದೆ. ಪ್ರಧಾನಿ ಕಾರ್ಯಾಲಯದಿಂದ ಸ್ಪಷ್ಟನೆ ಬಂದ ನಂತರ ಮುಂದಿನ ಹೆಜ್ಜೆ ಇಡಲಾಗುವುದು ಎಂದು ಮೂಲಗಳು ತಿಳಿಸಿವೆ. ತುಮಕೂರಿನಲ್ಲಿ ನಡೆದ ಕಾರ್ಯಕ್ರಮದ ವೇದಿಕೆಯಲ್ಲಿಯೂ ಪ್ರಧಾನಿ ಅವರು ರಾಜ್ಯದ ಬೇಡಿಕೆಗಳ ಬಗ್ಗೆ ಪ್ರಸ್ತಾಪಿಸದೇ ಇರುವುದು ಚರ್ಚೆಗೆ ಗ್ರಾಸವಾಗಿದೆ ಎಂದು ಯಡಿಯೂರಪ್ಪ ಅವರ ಆಪ್ತ ಮೂಲಗಳು ತಿಳಿಸಿವೆ. 20 ನಿಮಿಷ ಕಾಲ ನಡೆದ ಸಿಎಂ ತಮ್ಮ ಮನವಿ ಸಲ್ಲಿಸಿದ್ದಾರೆ.: [176, 258, 531, 411]
- street-play-photo-art: [546, 1539, 1032, 1807]
- asha-body-1: ಮೈಸೂರು, ಜ.2(ಪಿಎಂ)– ಆಶಾ ಕಾರ್ಯಕರ್ತೆಯರ ಮಾಸಿಕ ಕನಿಷ್ಠ ಗೌರವಧನ 12 ಸಾವಿರ ರೂ. ನೀಡಬೇಕು ಎಂಬುದು ಸೇರಿದಂತೆ ವಿವಿಧ ಬೇಡಿಕೆಗಳನ್ನು ಈಡೇರಿಸಲು ಒತ್ತಾಯಿಸಿ ಕರ್ನಾಟಕ ರಾಜ್ಯ ಸಂಯುಕ್ತ ಆಶಾ ಕಾರ್ಯಕರ್ತೆಯರ ಸಂಘದ ವತಿಯಿಂದ ಜ.3 ಮತ್ತು 4ರಂದು ಬೆಂಗಳೂರಿನ ಫ್ರೀಡಂ ಪಾರ್ಕ್‌ನಲ್ಲಿ ರಾಜ್ಯಮಟ್ಟದ ಅಹೋರಾತ್ರಿ ಬೃಹತ್ ಪ್ರತಿಭಟನೆ ಹಮ್ಮಿಕೊಳ್ಳಲಾಗಿದೆ. ಆಶಾ ಕಾರ್ಯಕರ್ತೆಯರು ಆರೋಗ್ಯ ಇಲಾಖೆಯ ಬೆನ್ನೆಲುಬಾಗಿ ಕೆಲಸ ಮಾಡುತ್ತಿದ್ದಾರೆ. ಆದರೆ ಅವರಿಗೆ ಸೂಕ್ತ ಗೌರವಧನ ನೀಡುತ್ತಿಲ್ಲ. ಈ ಬಗ್ಗೆ ಸರ್ಕಾರ ಗಮನಹರಿಸಬೇಕು ಎಂದು ಸಂಘದ ಪದಾಧಿಕಾರಿಗಳು ಒತ್ತಾಯಿಸಿದರು.: [1042, 1601, 1249, 1739]
- left-heading-3: ಕಾಂಗ್ರೆಸ್ ಸಂಸತ್ತನ್ನೇ ವಿರೋಧಿಸುತ್ತಿದೆ: [245, 935, 458, 957]
- main-headline-line-2: ಹೊರಹೊಮ್ಮಲು ನಾಗರಿಕರ ಸಹಕಾರ ಅತ್ಯಗತ್ಯ: [670, 262, 1339, 316]
- quote-mark-icon: “: [904, 753, 929, 795]
- ayushman-quote-attribution: -ಡಾ.ಹೆಚ್.ಎನ್.ನಂಜುಂಡಸ್ವಾಮಿ, ಡೀನ್ ಮತ್ತು ನಿರ್ದೇಶಕ, ಮೈಸೂರು ವೈದ್ಯಕೀಯ ಕಾಲೇಜು: [907, 992, 1089, 1015]
